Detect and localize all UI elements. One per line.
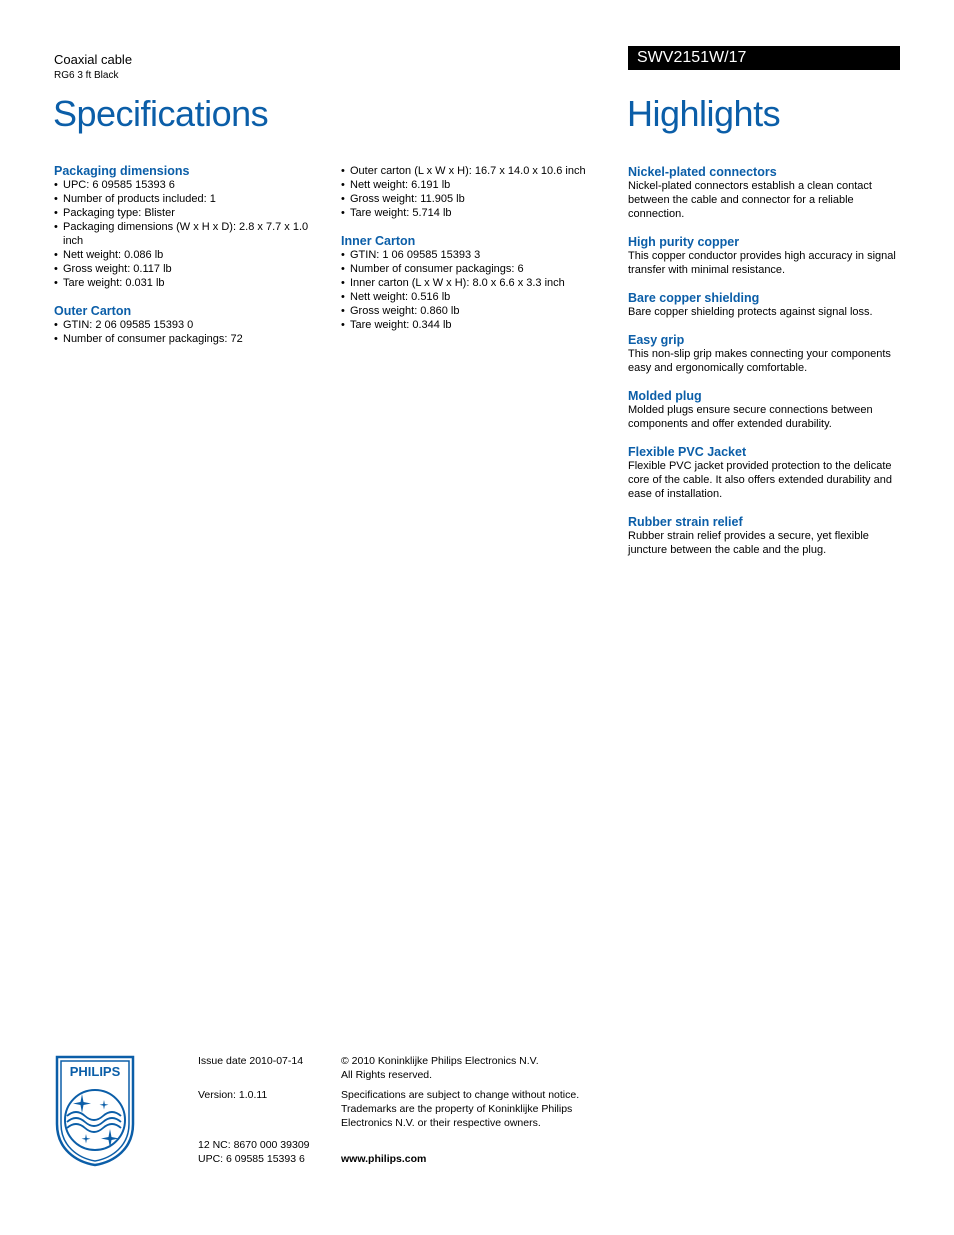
highlight-heading: Flexible PVC Jacket (628, 445, 747, 459)
highlight-text: Molded plugs ensure secure connections between components and offer extended durability. (628, 404, 873, 430)
specifications-title: Specifications (53, 93, 269, 134)
section-heading: Inner Carton (341, 234, 416, 248)
highlights-column (628, 165, 903, 571)
specification-notice: Specifications are subject to change without notice. Trademarks are the property of Koninklijke Philips Electronics N.V. or their respective owners. (341, 1089, 580, 1129)
spec-item: • GTIN: 2 06 09585 15393 0 (54, 318, 324, 332)
spec-item: • Packaging dimensions (W x H x D): 2.8 x 7.7 x 1.0 inch (54, 220, 324, 248)
highlight-item (628, 235, 903, 277)
rights-line: All Rights reserved. (341, 1069, 433, 1081)
highlight-text: Bare copper shielding protects against signal loss. (628, 306, 873, 318)
highlight-heading: High purity copper (628, 235, 740, 249)
spec-item: • Tare weight: 0.031 lb (54, 276, 324, 290)
spec-list (54, 178, 324, 290)
section-heading: Outer Carton (54, 304, 132, 318)
spec-item: • Number of consumer packagings: 6 (341, 262, 616, 276)
model-number-badge: SWV2151W/17 (628, 46, 900, 70)
section-heading: Packaging dimensions (54, 164, 190, 178)
spec-item: • UPC: 6 09585 15393 6 (54, 178, 324, 192)
highlight-heading: Molded plug (628, 389, 702, 403)
spec-item: • Inner carton (L x W x H): 8.0 x 6.6 x 3.3 inch (341, 276, 616, 290)
philips-shield-icon (54, 1054, 136, 1167)
highlight-heading: Rubber strain relief (628, 515, 743, 529)
copyright (341, 1054, 611, 1082)
spec-list (341, 248, 616, 332)
spec-item: • Nett weight: 0.516 lb (341, 290, 616, 304)
highlight-heading: Nickel-plated connectors (628, 165, 777, 179)
copyright-line: © 2010 Koninklijke Philips Electronics N.V. (341, 1055, 539, 1067)
inner-carton-section (341, 234, 616, 332)
product-type: Coaxial cable (54, 52, 133, 67)
specs-column-1 (54, 164, 324, 360)
spec-item: • Gross weight: 11.905 lb (341, 192, 616, 206)
twelve-nc-code: 12 NC: 8670 000 39309 (198, 1139, 310, 1151)
highlight-item (628, 333, 903, 375)
spec-item: • Gross weight: 0.860 lb (341, 304, 616, 318)
spec-item: • Number of consumer packagings: 72 (54, 332, 324, 346)
spec-item: • Tare weight: 5.714 lb (341, 206, 616, 220)
highlight-item (628, 445, 903, 501)
spec-item: • Packaging type: Blister (54, 206, 324, 220)
highlight-text: This non-slip grip makes connecting your components easy and ergonomically comfortable. (628, 348, 891, 374)
spec-item: • Tare weight: 0.344 lb (341, 318, 616, 332)
logo-wordmark: PHILIPS (69, 1064, 121, 1079)
footer-upc: UPC: 6 09585 15393 6 (198, 1153, 305, 1165)
version: Version: 1.0.11 (198, 1089, 268, 1101)
highlight-item (628, 165, 903, 221)
philips-shield-logo (54, 1054, 136, 1167)
highlight-text: Flexible PVC jacket provided protection to the delicate core of the cable. It also offers extended durability and ease of installation. (628, 460, 892, 500)
spec-item: • Gross weight: 0.117 lb (54, 262, 324, 276)
website-link[interactable]: www.philips.com (341, 1153, 427, 1165)
highlight-heading: Bare copper shielding (628, 291, 760, 305)
product-subtitle: RG6 3 ft Black (54, 70, 119, 81)
highlight-item (628, 291, 903, 319)
outer-carton-section (54, 304, 324, 346)
packaging-dimensions-section (54, 164, 324, 290)
spec-item: • Nett weight: 0.086 lb (54, 248, 324, 262)
highlight-item (628, 389, 903, 431)
highlight-item (628, 515, 903, 557)
spec-item: • Nett weight: 6.191 lb (341, 178, 616, 192)
spec-item: • GTIN: 1 06 09585 15393 3 (341, 248, 616, 262)
spec-list (341, 164, 616, 220)
specs-column-2 (341, 164, 616, 346)
outer-carton-continued (341, 164, 616, 220)
spec-item: • Number of products included: 1 (54, 192, 324, 206)
highlights-title: Highlights (627, 93, 781, 134)
highlight-text: Rubber strain relief provides a secure, yet flexible juncture between the cable and the plug. (628, 530, 869, 556)
spec-item: • Outer carton (L x W x H): 16.7 x 14.0 x 10.6 inch (341, 164, 616, 178)
highlight-text: Nickel-plated connectors establish a clean contact between the cable and connector for a reliable connection. (628, 180, 872, 220)
issue-date: Issue date 2010-07-14 (198, 1055, 304, 1067)
highlight-heading: Easy grip (628, 333, 685, 347)
spec-list (54, 318, 324, 346)
highlight-text: This copper conductor provides high accuracy in signal transfer with minimal resistance. (628, 250, 896, 276)
